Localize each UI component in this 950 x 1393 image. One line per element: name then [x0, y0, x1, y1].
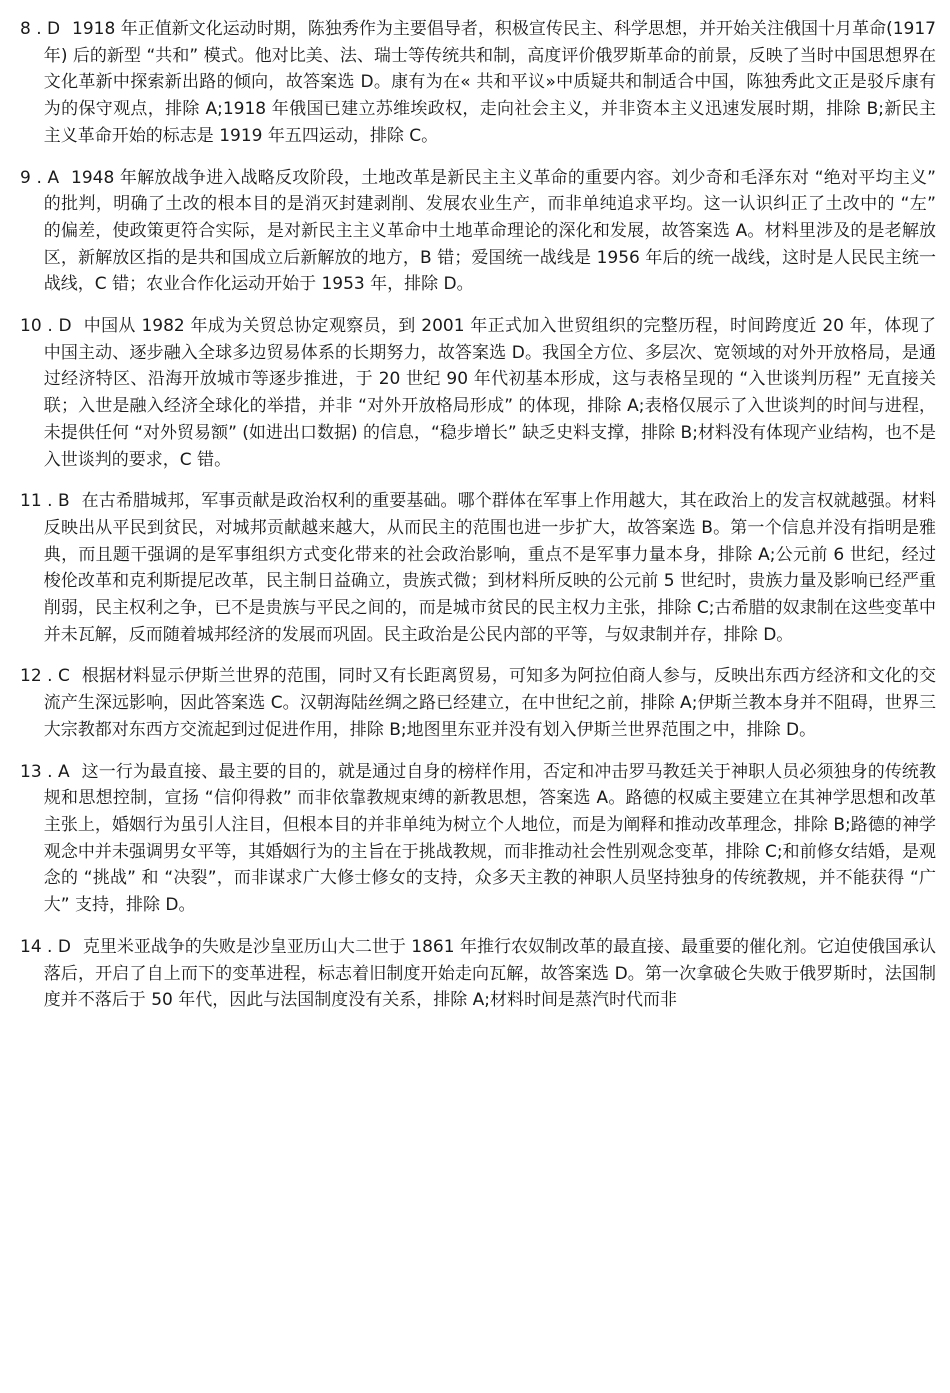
- answer-explanation: 在古希腊城邦，军事贡献是政治权利的重要基础。哪个群体在军事上作用越大，其在政治上的发言权就越强。材料反映出从平民到贫民，对城邦贡献越来越大，从而民主的范围也进一步扩大，故答案选 B。第一个信息并没有指明是雅典，而且题干强调的是军事组织方式变化带来的社会政治影响，重点不是军事力量本身，排除 A;公元前 6 世纪，经过梭伦改革和克利斯提尼改革，民主制日益确立，贵族式微；到材料所反映的公元前 5 世纪时，贵族力量及影响已经严重削弱，民主权利之争，已不是贵族与平民之间的，而是城市贫民的民主权力主张，排除 C;古希腊的奴隶制在这些变革中并未瓦解，反而随着城邦经济的发展而巩固。民主政治是公民内部的平等，与奴隶制并存，排除 D。: [43, 491, 936, 645]
- answer-explanation: 这一行为最直接、最主要的目的，就是通过自身的榜样作用，否定和冲击罗马教廷关于神职人员必须独身的传统教规和思想控制，宣扬 “信仰得救” 而非依靠教规束缚的新教思想，答案选 A。路德的权威主要建立在其神学思想和改革主张上，婚姻行为虽引人注目，但根本目的并非单纯为树立个人地位，而是为阐释和推动改革理念，排除 B;路德的神学观念中并未强调男女平等，其婚姻行为的主旨在于挑战教规，而非推动社会性别观念变革，排除 C;和前修女结婚，是观念的 “挑战” 和 “决裂”，而非谋求广大修士修女的支持，众多天主教的神职人员坚持独身的传统教规，并不能获得 “广大” 支持，排除 D。: [43, 761, 936, 916]
- answer-explanation: 根据材料显示伊斯兰世界的范围，同时又有长距离贸易，可知多为阿拉伯商人参与，反映出东西方经济和文化的交流产生深远影响，因此答案选 C。汉朝海陆丝绸之路已经建立，在中世纪之前，排除 A;伊斯兰教本身并不阻碍，世界三大宗教都对东西方交流起到过促进作用，排除 B;地图里东亚并没有划入伊斯兰世界范围之中，排除 D。: [43, 666, 937, 740]
- answer-item-8: [20, 16, 936, 150]
- answer-number: 14 . D: [20, 936, 71, 957]
- answer-item-12: [20, 663, 936, 743]
- answer-explanation: 中国从 1982 年成为关贸总协定观察员，到 2001 年正式加入世贸组织的完整历程，时间跨度近 20 年，体现了中国主动、逐步融入全球多边贸易体系的长期努力，故答案选 D。我国全方位、多层次、宽领域的对外开放格局，是通过经济特区、沿海开放城市等逐步推进，于 20 世纪 90 年代初基本形成，这与表格呈现的 “入世谈判历程” 无直接关联；入世是融入经济全球化的举措，并非 “对外开放格局形成” 的体现，排除 A;表格仅展示了入世谈判的时间与进程，未提供任何 “对外贸易额” (如进出口数据) 的信息，“稳步增长” 缺乏史料支撑，排除 B;材料没有体现产业结构，也不是入世谈判的要求，C 错。: [43, 316, 936, 470]
- answer-item-10: [20, 313, 936, 473]
- answer-number: 12 . C: [20, 666, 70, 687]
- answer-number: 11 . B: [20, 491, 70, 512]
- answer-item-14: [20, 934, 936, 1014]
- answer-explanation: 1948 年解放战争进入战略反攻阶段，土地改革是新民主主义革命的重要内容。刘少奇和毛泽东对 “绝对平均主义” 的批判，明确了土改的根本目的是消灭封建剥削、发展农业生产，而非单纯追求平均。这一认识纠正了土改中的 “左” 的偏差，使政策更符合实际，是对新民主主义革命中土地革命理论的深化和发展，故答案选 A。材料里涉及的是老解放区，新解放区指的是共和国成立后新解放的地方，B 错；爱国统一战线是 1956 年后的统一战线，这时是人民民主统一战线，C 错；农业合作化运动开始于 1953 年，排除 D。: [43, 167, 936, 295]
- answer-explanation: 克里米亚战争的失败是沙皇亚历山大二世于 1861 年推行农奴制改革的最直接、最重要的催化剂。它迫使俄国承认落后，开启了自上而下的变革进程，标志着旧制度开始走向瓦解，故答案选 D。第一次拿破仑失败于俄罗斯时，法国制度并不落后于 50 年代，因此与法国制度没有关系，排除 A;材料时间是蒸汽时代而非: [43, 936, 936, 1011]
- answer-number: 13 . A: [20, 761, 70, 782]
- answer-number: 9 . A: [20, 167, 60, 188]
- answer-item-13: [20, 759, 936, 919]
- answer-item-11: [20, 488, 936, 648]
- answer-item-9: [20, 165, 936, 299]
- answer-number: 10 . D: [20, 316, 72, 337]
- answer-number: 8 . D: [20, 19, 61, 39]
- answer-explanation: 1918 年正值新文化运动时期，陈独秀作为主要倡导者，积极宣传民主、科学思想，并开始关注俄国十月革命(1917 年) 后的新型 “共和” 模式。他对比美、法、瑞士等传统共和制，高度评价俄罗斯革命的前景，反映了当时中国思想界在文化革新中探索新出路的倾向，故答案选 D。康有为在« 共和平议»中质疑共和制适合中国，陈独秀此文正是驳斥康有为的保守观点，排除 A;1918 年俄国已建立苏维埃政权，走向社会主义，并非资本主义迅速发展时期，排除 B;新民主主义革命开始的标志是 1919 年五四运动，排除 C。: [43, 19, 936, 146]
